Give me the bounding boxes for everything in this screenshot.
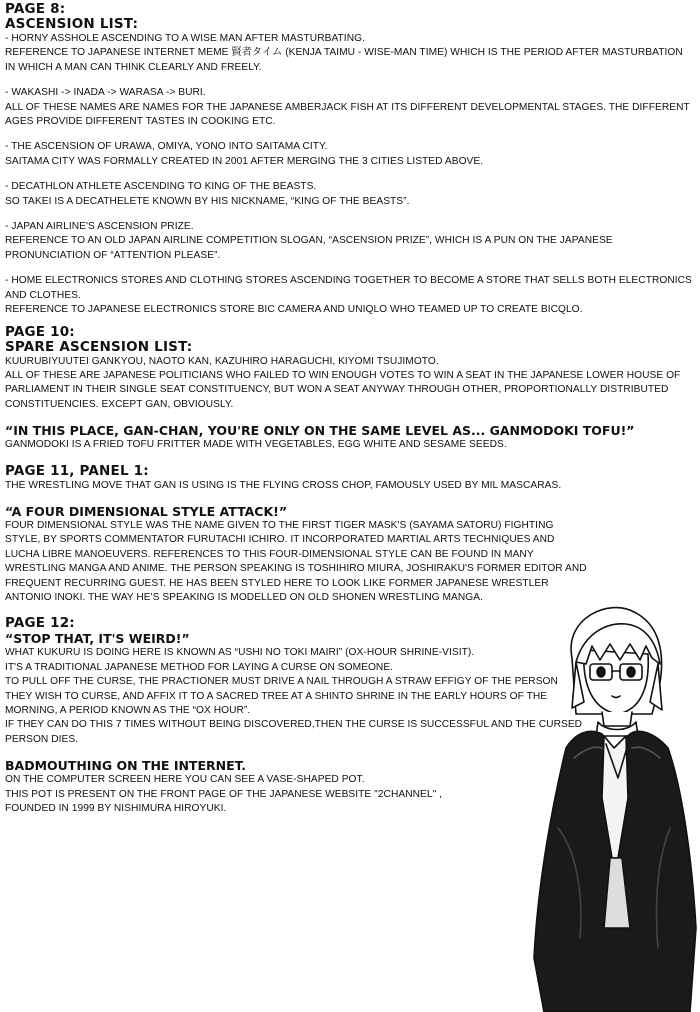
page8-section — [5, 2, 694, 318]
page8-entry-5-title: - JAPAN AIRLINE'S ASCENSION PRIZE. — [5, 221, 194, 233]
page11-quote: “A FOUR DIMENSIONAL STYLE ATTACK!” — [5, 503, 288, 519]
page8-entry-2-title: - WAKASHI -> INADA -> WARASA -> BURI. — [5, 87, 206, 99]
page11-quote-note: FOUR DIMENSIONAL STYLE WAS THE NAME GIVEN TO THE FIRST TIGER MASK'S (SAYAMA SATORU) FIGHTING STYLE, BY SPORTS COMMENTATOR FURUTACHI ICHIRO. IT INCORPORATED MARTIAL ARTS TECHNIQUES AND LUCHA LIBRE MANOEUVERS. REFERENCES TO THIS FOUR-DIMENSIONAL STYLE CAN BE FOUND IN MANY WRESTLING MANGA AND ANIME. THE PERSON SPEAKING IS TOSHIHIRO MIURA, JOSHIRAKU'S FORMER EDITOR AND FREQUENT RECURRING GUEST. HE HAS BEEN STYLED HERE TO LOOK LIKE FORMER JAPANESE WRESTLER ANTONIO INOKI. THE WAY HE'S SPEAKING IS MODELLED ON OLD SHONEN WRESTLING MANGA. — [5, 519, 587, 603]
page10-names: KUURUBIYUUTEI GANKYOU, NAOTO KAN, KAZUHIRO HARAGUCHI, KIYOMI TSUJIMOTO. — [5, 355, 439, 367]
page8-entry-4-title: - DECATHLON ATHLETE ASCENDING TO KING OF THE BEASTS. — [5, 181, 317, 193]
page12-sub2-line-2: THIS POT IS PRESENT ON THE FRONT PAGE OF THE JAPANESE WEBSITE "2CHANNEL" , — [5, 788, 443, 800]
page8-entry-6-note: REFERENCE TO JAPANESE ELECTRONICS STORE BIC CAMERA AND UNIQLO WHO TEAMED UP TO CREATE BICQLO. — [5, 304, 583, 316]
page8-entry-3-note: SAITAMA CITY WAS FORMALLY CREATED IN 2001 AFTER MERGING THE 3 CITIES LISTED ABOVE. — [5, 155, 484, 167]
page10-quote-note: GANMODOKI IS A FRIED TOFU FRITTER MADE WITH VEGETABLES, EGG WHITE AND SESAME SEEDS. — [5, 439, 507, 451]
manga-girl-illustration-icon — [514, 598, 700, 1012]
page8-subheading: ASCENSION LIST: — [5, 16, 139, 32]
page12-line-4: IF THEY CAN DO THIS 7 TIMES WITHOUT BEING DISCOVERED,THEN THE CURSE IS SUCCESSFUL AND THE CURSED PERSON DIES. — [5, 719, 583, 745]
page11-body: THE WRESTLING MOVE THAT GAN IS USING IS THE FLYING CROSS CHOP, FAMOUSLY USED BY MIL MASCARAS. — [5, 479, 562, 491]
page10-subheading: SPARE ASCENSION LIST: — [5, 338, 193, 355]
page10-quote: “IN THIS PLACE, GAN-CHAN, YOU'RE ONLY ON THE SAME LEVEL AS... GANMODOKI TOFU!” — [5, 423, 635, 439]
page10-section — [5, 325, 694, 453]
page11-heading: PAGE 11, PANEL 1: — [5, 462, 149, 479]
page12-sub2-line-3: FOUNDED IN 1999 BY NISHIMURA HIROYUKI. — [5, 803, 227, 815]
page8-entry-6-title: - HOME ELECTRONICS STORES AND CLOTHING STORES ASCENDING TOGETHER TO BECOME A STORE THAT SELLS BOTH ELECTRONICS AND CLOTHES. — [5, 275, 692, 301]
page8-entry-1-note: REFERENCE TO JAPANESE INTERNET MEME 賢者タイム (KENJA TAIMU - WISE-MAN TIME) WHICH IS THE PERIOD AFTER MASTURBATION IN WHICH A MAN CAN THINK CLEARLY AND FREELY. — [5, 47, 683, 73]
page8-entry-4-note: SO TAKEI IS A DECATHELETE KNOWN BY HIS NICKNAME, “KING OF THE BEASTS”. — [5, 195, 410, 207]
page12-line-1: WHAT KUKURU IS DOING HERE IS KNOWN AS “USHI NO TOKI MAIRI” (OX-HOUR SHRINE-VISIT). — [5, 647, 475, 659]
page11-section — [5, 464, 694, 606]
page12-heading: PAGE 12: — [5, 615, 75, 632]
page8-entry-3-title: - THE ASCENSION OF URAWA, OMIYA, YONO INTO SAITAMA CITY. — [5, 141, 328, 153]
page12-line-2: IT'S A TRADITIONAL JAPANESE METHOD FOR LAYING A CURSE ON SOMEONE. — [5, 661, 394, 673]
page8-heading: PAGE 8: — [5, 1, 66, 17]
page12-line-3: TO PULL OFF THE CURSE, THE PRACTIONER MUST DRIVE A NAIL THROUGH A STRAW EFFIGY OF THE PERSON THEY WISH TO CURSE, AND AFFIX IT TO A SACRED TREE AT A SHINTO SHRINE IN THE EARLY HOURS OF THE MORNING, A PERIOD KNOWN AS THE “OX HOUR”. — [5, 676, 558, 716]
page10-body: ALL OF THESE ARE JAPANESE POLITICIANS WHO FAILED TO WIN ENOUGH VOTES TO WIN A SEAT IN THE JAPANESE LOWER HOUSE OF PARLIAMENT IN THEIR SINGLE SEAT CONSTITUENCY, BUT WON A SEAT ANYWAY THROUGH OTHER, PROPORTIONALLY DISTRIBUTED CONSTITUENCIES. EXCEPT GAN, OBVIOUSLY. — [5, 369, 681, 410]
page12-subheading-2: BADMOUTHING ON THE INTERNET. — [5, 758, 247, 774]
page12-section — [5, 616, 587, 816]
page8-entry-1-title: - HORNY ASSHOLE ASCENDING TO A WISE MAN AFTER MASTURBATING. — [5, 33, 365, 44]
page12-quote: “STOP THAT, IT'S WEIRD!” — [5, 631, 190, 647]
page12-sub2-line-1: ON THE COMPUTER SCREEN HERE YOU CAN SEE A VASE-SHAPED POT. — [5, 774, 365, 786]
page8-entry-5-note: REFERENCE TO AN OLD JAPAN AIRLINE COMPETITION SLOGAN, “ASCENSION PRIZE”, WHICH IS A PUN ON THE JAPANESE PRONUNCIATION OF “ATTENTION PLEASE”. — [5, 235, 613, 261]
page10-heading: PAGE 10: — [5, 323, 75, 340]
page8-entry-2-note: ALL OF THESE NAMES ARE NAMES FOR THE JAPANESE AMBERJACK FISH AT ITS DIFFERENT DEVELOPMENTAL STAGES. THE DIFFERENT AGES PROVIDE DIFFERENT TASTES IN COOKING ETC. — [5, 101, 690, 128]
